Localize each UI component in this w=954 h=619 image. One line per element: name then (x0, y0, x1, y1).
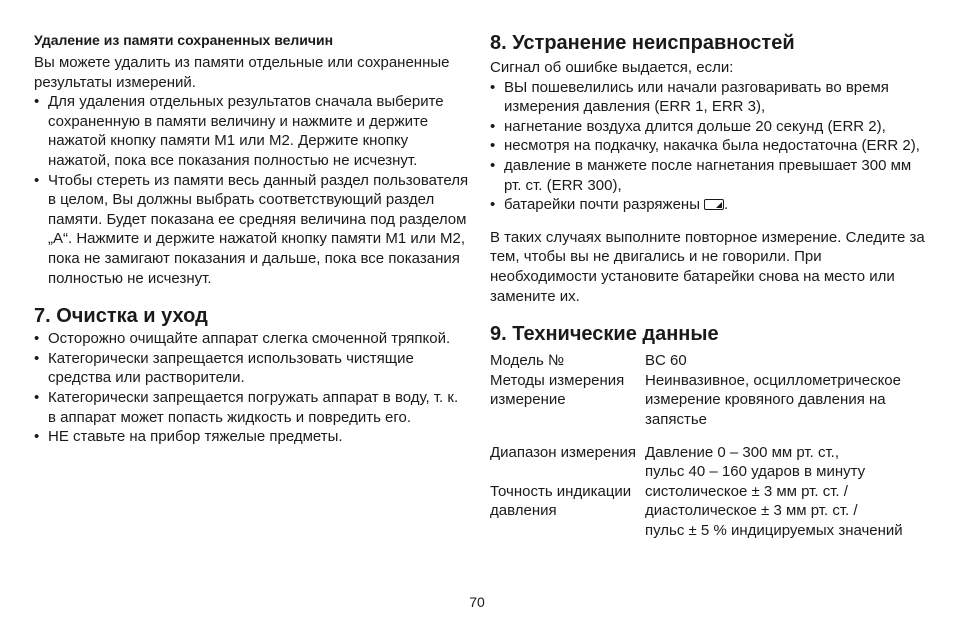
model-value: BC 60 (645, 352, 687, 370)
table-row (490, 371, 930, 430)
accuracy-systolic: систолическое ± 3 мм рт. ст. / (645, 482, 848, 500)
low-battery-icon (704, 199, 724, 210)
repeat-instructions: В таких случаях выполните повторное измерение. Следите за тем, чтобы вы не двигались и не говорили. При необходимости установите батарейки снова на место или замените их. (490, 228, 925, 305)
battery-text: батарейки почти разряжены (504, 196, 700, 214)
method-value: Неинвазивное, осциллометрическое измерение кровяного давления на запястье (645, 371, 901, 428)
list-item: • Для удаления отдельных результатов сначала выберите сохраненную в памяти величину и нажмите и держите нажатой кнопку памяти M1 или M2. Держите кнопку нажатой, пока все показания полностью не исчезнут. (34, 92, 470, 170)
delete-intro: Вы можете удалить из памяти отдельные или сохраненные результаты измерений. (34, 54, 450, 91)
error-intro: Сигнал об ошибке выдается, если: (490, 59, 734, 76)
accuracy-diastolic: диастолическое ± 3 мм рт. ст. / (645, 502, 858, 520)
battery-tail: . (723, 196, 729, 214)
cleaning-heading: 7. Очистка и уход (34, 305, 208, 328)
cleaning-bullet-list (34, 329, 470, 447)
range-pulse: пульс 40 – 160 ударов в минуту (645, 463, 866, 481)
table-row (490, 430, 930, 482)
list-item: • Категорически запрещается погружать аппарат в воду, т. к. в аппарат может попасть жидкость и повредить его. (34, 388, 470, 427)
list-item: • несмотря на подкачку, накачка была недостаточна (ERR 2), (490, 136, 930, 156)
list-item: • НЕ ставьте на прибор тяжелые предметы. (34, 427, 470, 447)
delete-heading: Удаление из памяти сохраненных величин (34, 32, 334, 48)
troubleshooting-heading: 8. Устранение неисправностей (490, 32, 795, 54)
list-item: • Осторожно очищайте аппарат слегка смоченной тряпкой. (34, 329, 470, 349)
range-pressure: Давление 0 – 300 мм рт. ст., (645, 443, 839, 461)
page-number: 70 (469, 594, 485, 610)
list-item: • нагнетание воздуха длится дольше 20 секунд (ERR 2), (490, 117, 930, 137)
range-value (645, 430, 930, 482)
left-column (34, 30, 470, 447)
accuracy-value (645, 482, 930, 541)
model-label: Модель № (490, 352, 565, 370)
list-item: • ВЫ пошевелились или начали разговаривать во время измерения давления (ERR 1, ERR 3), (490, 78, 930, 117)
table-row (490, 351, 930, 371)
accuracy-pulse: пульс ± 5 % индицируемых значений (645, 521, 903, 539)
table-row (490, 482, 930, 541)
specs-heading: 9. Технические данные (490, 323, 719, 346)
list-item: • Чтобы стереть из памяти весь данный раздел пользователя в целом, Вы должны выбрать соответствующий раздел памяти. Будет показана ее средняя величина под разделом „A“. Нажмите и держите нажатой кнопку памяти M1 или M2, пока не замигают показания и дальше, пока все показания полностью не исчезнут. (34, 171, 470, 289)
error-bullet-list (490, 78, 930, 215)
right-column (490, 30, 930, 540)
specs-table (490, 351, 930, 540)
accuracy-label: Точность индикации давления (490, 482, 632, 520)
list-item: • давление в манжете после нагнетания превышает 300 мм рт. ст. (ERR 300), (490, 156, 930, 195)
range-label: Диапазон измерения (490, 443, 637, 461)
method-label: Методы измерения измерение (490, 371, 625, 409)
list-item (490, 195, 930, 215)
delete-bullet-list (34, 92, 470, 288)
list-item: • Категорически запрещается использовать чистящие средства или растворители. (34, 349, 470, 388)
